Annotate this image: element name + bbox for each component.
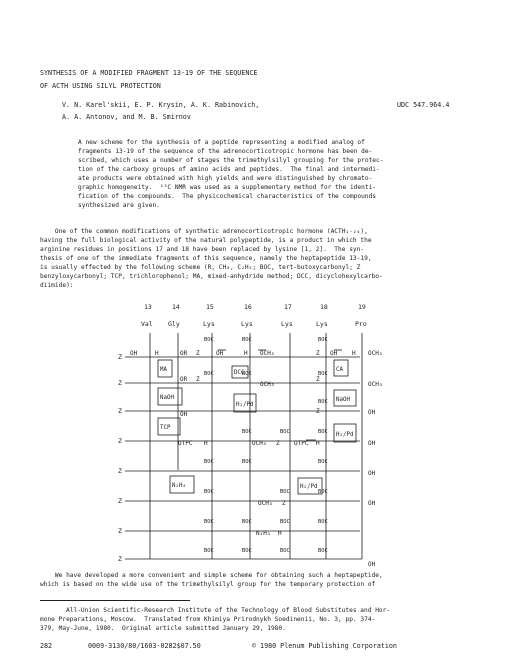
scheme-z: Z	[316, 376, 320, 383]
body-line-1: We have developed a more convenient and simple scheme for obtaining such a heptapeptide,	[40, 572, 383, 579]
scheme-boc: BOC	[280, 489, 290, 495]
scheme-oh: OH	[330, 350, 338, 357]
scheme-z: Z	[276, 440, 280, 447]
scheme-residue-lys-18: Lys	[316, 320, 328, 328]
scheme-reagent-tcp: TCP	[160, 425, 171, 431]
abstract-line-2: fragments 13-19 of the sequence of the adrenocorticotropic hormone has been de-	[78, 148, 373, 155]
scheme-z-row-4: Z	[118, 437, 122, 445]
scheme-z-row-2: Z	[118, 379, 122, 387]
scheme-boc: BOC	[318, 399, 328, 405]
scheme-reagent-dcc: DCC	[234, 370, 245, 376]
scheme-otpc: OTPC	[178, 440, 193, 447]
scheme-boc: BOC	[318, 371, 328, 377]
scheme-oh: OH	[180, 411, 188, 418]
intro-line-1: One of the common modifications of synthetic adrenocorticotropic hormone (ACTH₁₋₂₄),	[40, 228, 368, 235]
abstract-line-7: fication of the compounds. The physicochemical characteristics of the compounds	[78, 193, 377, 200]
scheme-boc: BOC	[280, 429, 290, 435]
scheme-or: OR	[180, 376, 188, 383]
footnote-line-3: 379, May-June, 1980. Original article submitted January 29, 1980.	[40, 625, 286, 632]
intro-line-4: thesis of one of the immediate fragments of this sequence, namely the heptapeptide 13-19,	[40, 255, 372, 262]
scheme-reagent-ma: MA	[160, 367, 167, 373]
scheme-boc: BOC	[318, 459, 328, 465]
scheme-residue-pro: Pro	[355, 320, 367, 328]
scheme-h: H	[352, 350, 356, 357]
scheme-z: Z	[282, 500, 286, 507]
scheme-boc: BOC	[204, 489, 214, 495]
footnote-line-2: mone Preparations, Moscow. Translated from Khimiya Prirodnykh Soedinenii, No. 3, pp. 374-	[40, 616, 376, 623]
scheme-pos-18: 18	[320, 303, 328, 311]
intro-line-2: having the full biological activity of the natural polypeptide, is a product in which the	[40, 237, 372, 244]
scheme-residue-lys-17: Lys	[281, 320, 293, 328]
scheme-boc: BOC	[318, 489, 328, 495]
scheme-oh: OH	[368, 470, 376, 477]
scheme-z-row-8: Z	[118, 555, 122, 563]
scheme-boc: BOC	[204, 548, 214, 554]
paper-authors-line-1: V. N. Karel'skii, E. P. Krysin, A. K. Rabinovich,	[62, 101, 260, 109]
scheme-boc: BOC	[280, 519, 290, 525]
scheme-pos-17: 17	[284, 303, 292, 311]
scheme-z-row-7: Z	[118, 527, 122, 535]
scheme-och3: OCH₃	[368, 381, 383, 388]
paper-title-line-1: SYNTHESIS OF A MODIFIED FRAGMENT 13-19 OF THE SEQUENCE	[40, 69, 258, 77]
scheme-h: H	[155, 350, 159, 357]
paper-authors-line-2: A. A. Antonov, and M. B. Smirnov	[62, 113, 191, 121]
page-number: 282	[40, 642, 53, 650]
udc-code: UDC 547.964.4	[397, 101, 450, 109]
scheme-z: Z	[316, 350, 320, 357]
scheme-reagent-ca: CA	[336, 367, 343, 373]
scheme-boc: BOC	[204, 337, 214, 343]
body-line-2: which is based on the wide use of the trimethylsilyl group for the temporary protection of	[40, 581, 376, 588]
scheme-reagent-h2pd: H₂/Pd	[300, 484, 318, 490]
scheme-z: Z	[316, 408, 320, 415]
paper-title-line-2: OF ACTH USING SILYL PROTECTION	[40, 82, 161, 90]
intro-line-7: diimide):	[40, 282, 74, 289]
scheme-h: H	[278, 530, 282, 537]
scheme-n2h3: N₂H₃	[256, 530, 271, 537]
scheme-oh: OH	[368, 561, 376, 568]
scheme-boc: BOC	[242, 337, 252, 343]
scheme-boc: BOC	[318, 519, 328, 525]
intro-line-5: is usually effected by the following scheme (R, CH₃, C₂H₅; BOC, tert-butoxycarbonyl; Z	[40, 264, 361, 271]
scheme-residue-val: Val	[141, 320, 153, 328]
scheme-z-row-6: Z	[118, 497, 122, 505]
scheme-oh: OH	[216, 350, 224, 357]
scheme-boc: BOC	[242, 459, 252, 465]
scheme-och3: OCH₃	[258, 500, 273, 507]
scheme-h: H	[204, 440, 208, 447]
scheme-z: Z	[196, 350, 200, 357]
scheme-z-row-1: Z	[118, 353, 122, 361]
scheme-boc: BOC	[242, 429, 252, 435]
copyright-line: © 1980 Plenum Publishing Corporation	[252, 642, 397, 650]
scheme-residue-lys-15: Lys	[203, 320, 215, 328]
scheme-boc: BOC	[204, 459, 214, 465]
intro-line-6: benzyloxycarbonyl; TCP, trichlorophenol; MA, mixed-anhydride method; DCC, dicyclohexylcarbo-	[40, 273, 383, 280]
scheme-och3: OCH₃	[260, 350, 275, 357]
scheme-boc: BOC	[242, 371, 252, 377]
scheme-boc: BOC	[280, 548, 290, 554]
scheme-oh: OH	[368, 440, 376, 447]
scheme-oh: OH	[368, 409, 376, 416]
scheme-reagent-naoh: NaOH	[336, 397, 350, 403]
scheme-pos-16: 16	[244, 303, 252, 311]
scheme-or: OR	[180, 350, 188, 357]
abstract-line-4: tion of the carboxy groups of amino acids and peptides. The final and intermedi-	[78, 166, 380, 173]
scheme-boc: BOC	[318, 429, 328, 435]
scheme-residue-lys-16: Lys	[241, 320, 253, 328]
scheme-och3: OCH₃	[252, 440, 267, 447]
scheme-z: Z	[196, 376, 200, 383]
scheme-otpc: OTPC	[294, 440, 309, 447]
scheme-z-row-5: Z	[118, 467, 122, 475]
scheme-och3: OCH₃	[260, 381, 275, 388]
footnote-line-1: All-Union Scientific-Research Institute of the Technology of Blood Substitutes and Hor-	[66, 607, 391, 614]
scheme-oh: OH	[130, 350, 138, 357]
scheme-boc: BOC	[318, 337, 328, 343]
abstract-line-6: graphic homogeneity. ¹³C NMR was used as a supplementary method for the identi-	[78, 184, 377, 191]
scheme-pos-19: 19	[358, 303, 366, 311]
scheme-pos-13: 13	[144, 303, 152, 311]
scheme-h: H	[244, 350, 248, 357]
document-code: 0009-3130/80/1603-0282$07.50	[88, 642, 201, 650]
scheme-pos-15: 15	[206, 303, 214, 311]
scheme-boc: BOC	[318, 548, 328, 554]
scheme-boc: BOC	[204, 519, 214, 525]
abstract-line-5: ate products were obtained with high yields and were distinguished by chromato-	[78, 175, 373, 182]
scheme-boc: BOC	[204, 371, 214, 377]
scheme-reagent-h2pd: H₂/Pd	[236, 402, 254, 408]
scheme-oh: OH	[368, 500, 376, 507]
intro-line-3: arginine residues in positions 17 and 18 have been replaced by lysine [1, 2]. The syn-	[40, 246, 365, 253]
scheme-h: H	[316, 440, 320, 447]
footnote-rule	[40, 600, 190, 601]
scheme-reagent-h2pd: H₂/Pd	[336, 432, 354, 438]
scheme-och3: OCH₃	[368, 350, 383, 357]
scheme-pos-14: 14	[172, 303, 180, 311]
scheme-reagent-naoh: NaOH	[160, 395, 174, 401]
abstract-line-8: synthesized are given.	[78, 202, 160, 209]
scheme-boc: BOC	[242, 519, 252, 525]
abstract-line-1: A new scheme for the synthesis of a peptide representing a modified analog of	[78, 139, 365, 146]
scheme-residue-gly: Gly	[168, 320, 180, 328]
scheme-reagent-n2h4: N₂H₄	[172, 483, 186, 489]
scheme-boc: BOC	[242, 548, 252, 554]
abstract-line-3: scribed, which uses a number of stages the trimethylsilyl grouping for the protec-	[78, 157, 384, 164]
scheme-z-row-3: Z	[118, 407, 122, 415]
